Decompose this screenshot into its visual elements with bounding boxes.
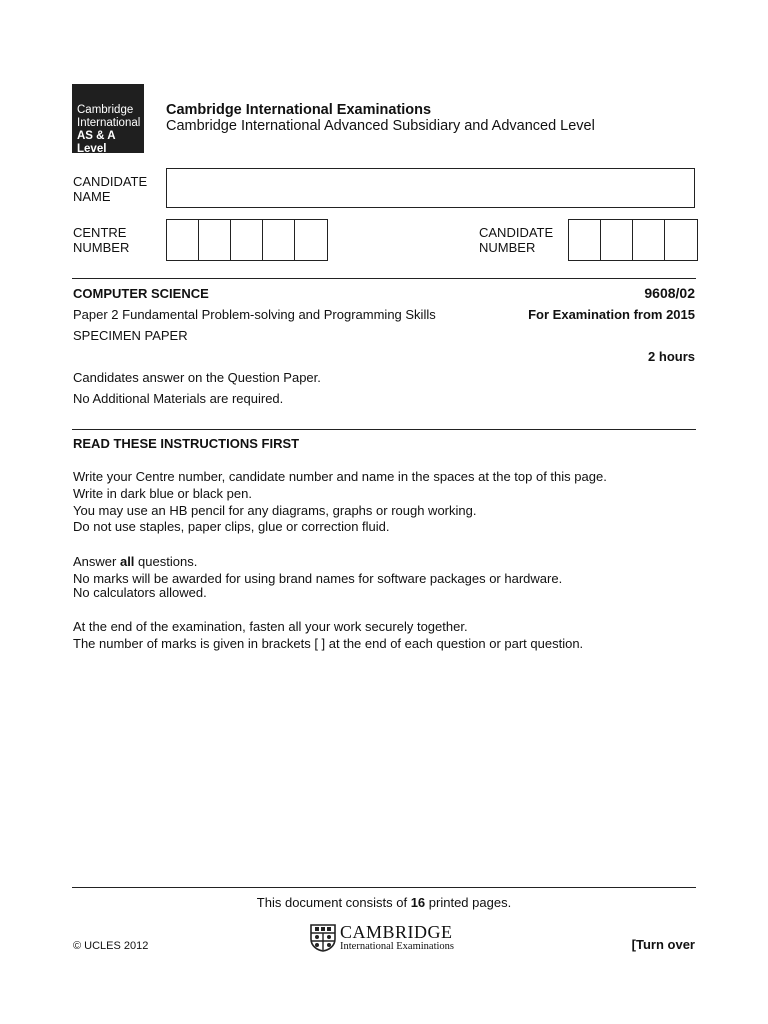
instruction-line: At the end of the examination, fasten all your work securely together.	[73, 619, 468, 634]
answer-location: Candidates answer on the Question Paper.	[73, 370, 321, 385]
emphasis: all	[119, 554, 135, 569]
centre-number-label	[73, 225, 129, 255]
instructions-block-3	[73, 619, 583, 653]
digit-cell[interactable]	[231, 220, 263, 260]
text: This document consists of	[256, 895, 411, 910]
digit-cell[interactable]	[633, 220, 665, 260]
answer-all-line	[73, 554, 562, 571]
logo-line-1: Cambridge	[77, 104, 134, 116]
exam-from: For Examination from 2015	[528, 307, 695, 322]
turn-over: [Turn over	[631, 937, 695, 952]
cambridge-crest-icon	[310, 924, 336, 952]
instruction-line: Write in dark blue or black pen.	[73, 485, 252, 501]
label-line: CANDIDATE	[479, 225, 554, 240]
divider	[72, 278, 696, 279]
copyright: © UCLES 2012	[73, 940, 149, 952]
instruction-line: Do not use staples, paper clips, glue or correction fluid.	[73, 519, 390, 535]
cambridge-subtitle: International Examinations	[340, 941, 455, 952]
divider	[72, 887, 696, 888]
subject-title: COMPUTER SCIENCE	[73, 286, 209, 301]
candidate-name-field[interactable]	[166, 168, 695, 208]
candidate-number-field[interactable]	[568, 219, 698, 261]
duration: 2 hours	[648, 349, 695, 364]
syllabus-code: 9608/02	[644, 285, 695, 301]
digit-cell[interactable]	[167, 220, 199, 260]
digit-cell[interactable]	[263, 220, 295, 260]
label-line: NAME	[73, 189, 111, 204]
candidate-name-label	[73, 174, 147, 204]
page-count: 16	[410, 895, 426, 910]
instructions-block-1	[73, 469, 607, 536]
digit-cell[interactable]	[601, 220, 633, 260]
text: questions.	[134, 554, 198, 569]
text: Answer	[73, 554, 120, 569]
qualification-title: Cambridge International Advanced Subsidiary and Advanced Level	[166, 118, 595, 134]
instruction-line: Write your Centre number, candidate number and name in the spaces at the top of this page.	[73, 469, 607, 484]
divider	[72, 429, 696, 430]
cambridge-as-a-level-logo	[72, 84, 144, 153]
specimen-label: SPECIMEN PAPER	[73, 328, 188, 343]
instruction-line: You may use an HB pencil for any diagrams, graphs or rough working.	[73, 502, 477, 518]
instruction-line: The number of marks is given in brackets [ ] at the end of each question or part question.	[73, 635, 584, 651]
digit-cell[interactable]	[665, 220, 697, 260]
instructions-block-2	[73, 554, 562, 601]
text: printed pages.	[425, 895, 512, 910]
digit-cell[interactable]	[295, 220, 327, 260]
board-title: Cambridge International Examinations	[166, 102, 432, 118]
logo-line-2: International	[77, 117, 141, 129]
page-count-note	[0, 895, 768, 910]
instructions-heading: READ THESE INSTRUCTIONS FIRST	[73, 436, 300, 451]
paper-title: Paper 2 Fundamental Problem-solving and Programming Skills	[73, 307, 436, 322]
instruction-line: No marks will be awarded for using brand names for software packages or hardware.	[73, 570, 563, 586]
label-line: CANDIDATE	[73, 174, 148, 189]
label-line: CENTRE	[73, 225, 127, 240]
centre-number-field[interactable]	[166, 219, 328, 261]
materials-note: No Additional Materials are required.	[73, 391, 284, 406]
candidate-number-label	[479, 225, 553, 255]
cambridge-wordmark: CAMBRIDGE	[340, 922, 453, 942]
digit-cell[interactable]	[199, 220, 231, 260]
label-line: NUMBER	[73, 240, 130, 255]
instruction-line: No calculators allowed.	[73, 584, 207, 600]
digit-cell[interactable]	[569, 220, 601, 260]
logo-line-3: AS & A Level	[77, 130, 116, 155]
label-line: NUMBER	[479, 240, 536, 255]
